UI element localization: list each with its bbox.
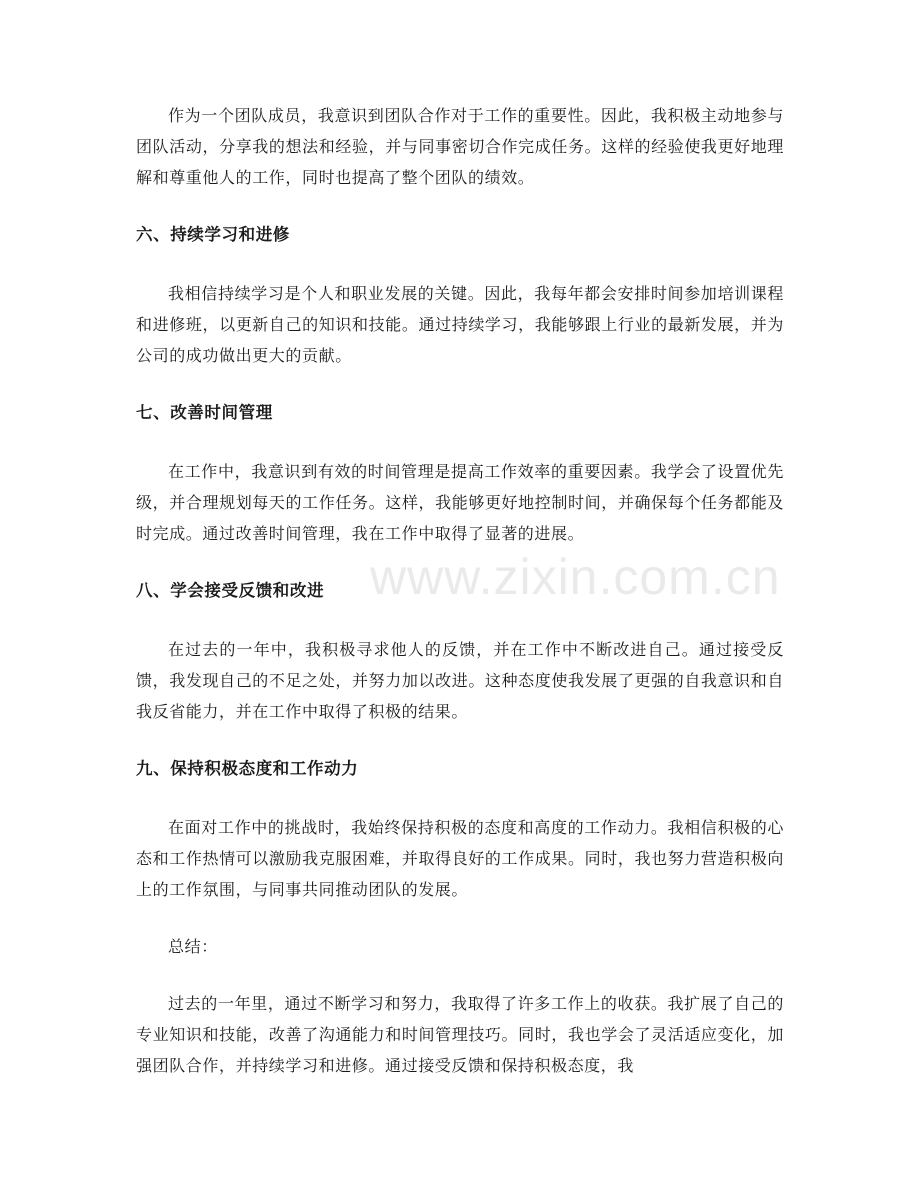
paragraph-summary-body: 过去的一年里，通过不断学习和努力，我取得了许多工作上的收获。我扩展了自己的专业知识和技能，改善了沟通能力和时间管理技巧。同时，我也学会了灵活适应变化，加强团队合作，并持续学习和进修。通过接受反馈和保持积极态度，我 <box>136 994 784 1075</box>
paragraph-time-management: 在工作中，我意识到有效的时间管理是提高工作效率的重要因素。我学会了设置优先级，并合理规划每天的工作任务。这样，我能够更好地控制时间，并确保每个任务都能及时完成。通过改善时间管理，我在工作中取得了显著的进展。 <box>136 462 784 543</box>
paragraph-continuous-learning: 我相信持续学习是个人和职业发展的关键。因此，我每年都会安排时间参加培训课程和进修班，以更新自己的知识和技能。通过持续学习，我能够跟上行业的最新发展，并为公司的成功做出更大的贡献。 <box>136 284 784 365</box>
paragraph-summary-label: 总结： <box>168 937 218 956</box>
paragraph-positive-attitude: 在面对工作中的挑战时，我始终保持积极的态度和高度的工作动力。我相信积极的心态和工作热情可以激励我克服困难，并取得良好的工作成果。同时，我也努力营造积极向上的工作氛围，与同事共同推动团队的发展。 <box>136 818 784 899</box>
watermark-text: www.zixin.com.cn <box>370 549 781 605</box>
heading-continuous-learning: 六、持续学习和进修 <box>136 225 290 244</box>
paragraph-feedback: 在过去的一年中，我积极寻求他人的反馈，并在工作中不断改进自己。通过接受反馈，我发现自己的不足之处，并努力加以改进。这种态度使我发展了更强的自我意识和自我反省能力，并在工作中取得了积极的结果。 <box>136 640 784 721</box>
heading-positive-attitude: 九、保持积极态度和工作动力 <box>136 759 359 778</box>
heading-feedback: 八、学会接受反馈和改进 <box>136 581 325 600</box>
paragraph-teamwork-summary: 作为一个团队成员，我意识到团队合作对于工作的重要性。因此，我积极主动地参与团队活动，分享我的想法和经验，并与同事密切合作完成任务。这样的经验使我更好地理解和尊重他人的工作，同时也提高了整个团队的绩效。 <box>136 106 784 187</box>
document-body <box>136 100 784 1107</box>
heading-time-management: 七、改善时间管理 <box>136 403 273 422</box>
